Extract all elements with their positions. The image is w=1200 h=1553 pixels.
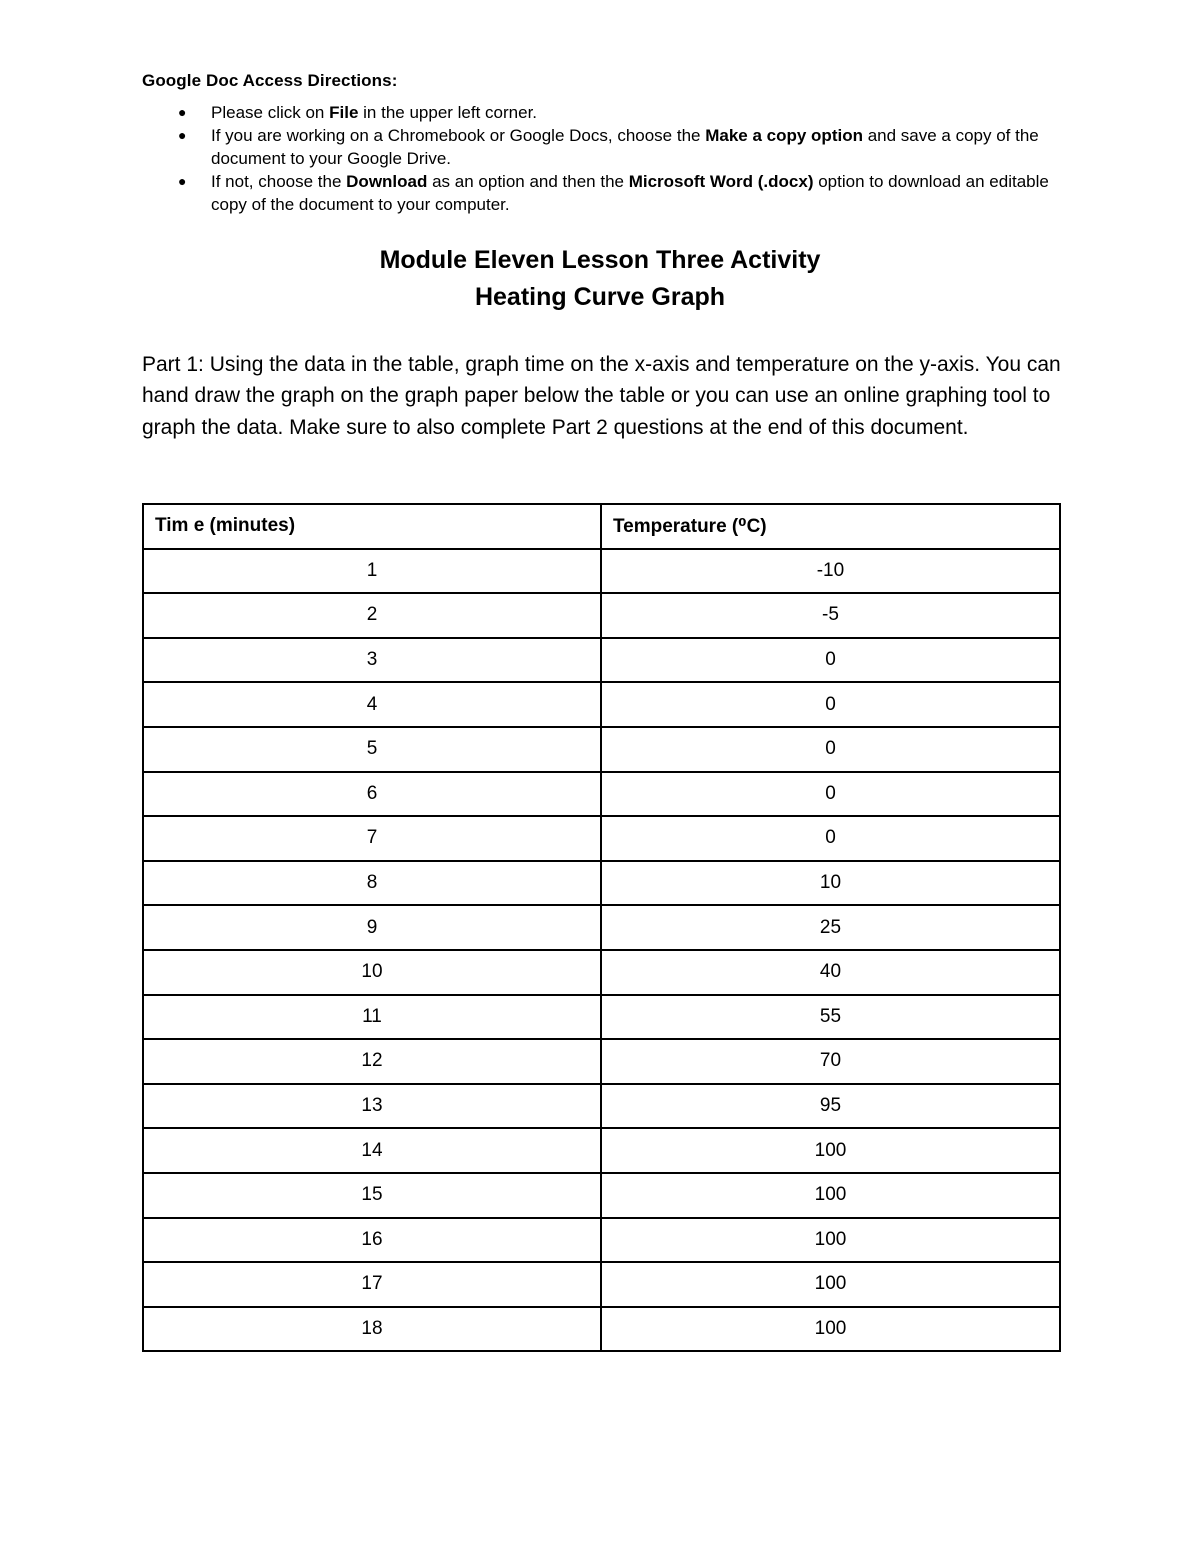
cell-time: 10	[143, 950, 601, 995]
directions-text: Please click on	[211, 103, 330, 122]
table-row	[143, 950, 1060, 995]
cell-time: 12	[143, 1039, 601, 1084]
cell-time: 7	[143, 816, 601, 861]
cell-time: 13	[143, 1084, 601, 1129]
bullet-icon: ●	[178, 173, 187, 189]
directions-text: If not, choose the	[211, 172, 347, 191]
directions-text: If you are working on a Chromebook or Google Docs, choose the	[211, 126, 706, 145]
table-body	[143, 549, 1060, 1352]
cell-temperature: 70	[601, 1039, 1060, 1084]
table-row	[143, 1039, 1060, 1084]
cell-temperature: 0	[601, 816, 1060, 861]
directions-text: as an option and then the	[427, 172, 629, 191]
table-row	[143, 1084, 1060, 1129]
directions-list	[142, 101, 1062, 216]
cell-time: 5	[143, 727, 601, 772]
cell-temperature: 0	[601, 638, 1060, 683]
table-row	[143, 1218, 1060, 1263]
table-row	[143, 772, 1060, 817]
cell-time: 11	[143, 995, 601, 1040]
directions-heading: Google Doc Access Directions:	[142, 71, 398, 90]
table-row	[143, 1173, 1060, 1218]
cell-time: 4	[143, 682, 601, 727]
table-row	[143, 1307, 1060, 1352]
table-row	[143, 682, 1060, 727]
directions-item	[142, 101, 1062, 124]
directions-emphasis: File	[329, 103, 359, 122]
table-row	[143, 861, 1060, 906]
table-row	[143, 549, 1060, 594]
table-row	[143, 593, 1060, 638]
directions-emphasis: Microsoft Word (.docx)	[628, 172, 814, 191]
table-row	[143, 638, 1060, 683]
cell-time: 17	[143, 1262, 601, 1307]
cell-temperature: -10	[601, 549, 1060, 594]
cell-temperature: 40	[601, 950, 1060, 995]
cell-temperature: 100	[601, 1128, 1060, 1173]
table-row	[143, 1128, 1060, 1173]
directions-item	[142, 124, 1062, 170]
directions-text: option to download an editable copy of the document to your computer.	[211, 172, 1049, 214]
title-block	[0, 242, 1200, 316]
header-temperature: Temperature (⁰C)	[601, 504, 1060, 549]
cell-temperature: 100	[601, 1218, 1060, 1263]
directions-text: in the upper left corner.	[358, 103, 538, 122]
table-header-row	[143, 504, 1060, 549]
cell-temperature: 25	[601, 905, 1060, 950]
cell-time: 2	[143, 593, 601, 638]
cell-time: 9	[143, 905, 601, 950]
table-row	[143, 905, 1060, 950]
cell-temperature: 0	[601, 682, 1060, 727]
cell-temperature: 100	[601, 1173, 1060, 1218]
cell-temperature: 100	[601, 1262, 1060, 1307]
cell-time: 3	[143, 638, 601, 683]
data-table	[142, 503, 1061, 1352]
cell-temperature: 0	[601, 727, 1060, 772]
cell-temperature: -5	[601, 593, 1060, 638]
directions-emphasis: Download	[346, 172, 428, 191]
directions-item	[142, 170, 1062, 216]
part1-instructions: Part 1: Using the data in the table, graph time on the x-axis and temperature on the y-axis. You can hand draw the graph on the graph paper below the table or you can use an online graphing tool to graph the data. Make sure to also complete Part 2 questions at the end of this document.	[142, 353, 1061, 439]
cell-temperature: 100	[601, 1307, 1060, 1352]
header-time: Tim e (minutes)	[143, 504, 601, 549]
cell-time: 8	[143, 861, 601, 906]
cell-time: 16	[143, 1218, 601, 1263]
cell-time: 1	[143, 549, 601, 594]
cell-time: 18	[143, 1307, 601, 1352]
directions-text: and save a copy of the document to your Google Drive.	[211, 126, 1039, 168]
cell-temperature: 95	[601, 1084, 1060, 1129]
title-line-2: Heating Curve Graph	[474, 283, 726, 311]
cell-time: 14	[143, 1128, 601, 1173]
cell-temperature: 0	[601, 772, 1060, 817]
table-row	[143, 995, 1060, 1040]
table-row	[143, 816, 1060, 861]
cell-time: 15	[143, 1173, 601, 1218]
cell-temperature: 10	[601, 861, 1060, 906]
table-row	[143, 1262, 1060, 1307]
cell-temperature: 55	[601, 995, 1060, 1040]
bullet-icon: ●	[178, 104, 187, 120]
directions-emphasis: Make a copy option	[705, 126, 863, 145]
table-row	[143, 727, 1060, 772]
title-line-1: Module Eleven Lesson Three Activity	[379, 246, 821, 274]
cell-time: 6	[143, 772, 601, 817]
bullet-icon: ●	[178, 127, 187, 143]
